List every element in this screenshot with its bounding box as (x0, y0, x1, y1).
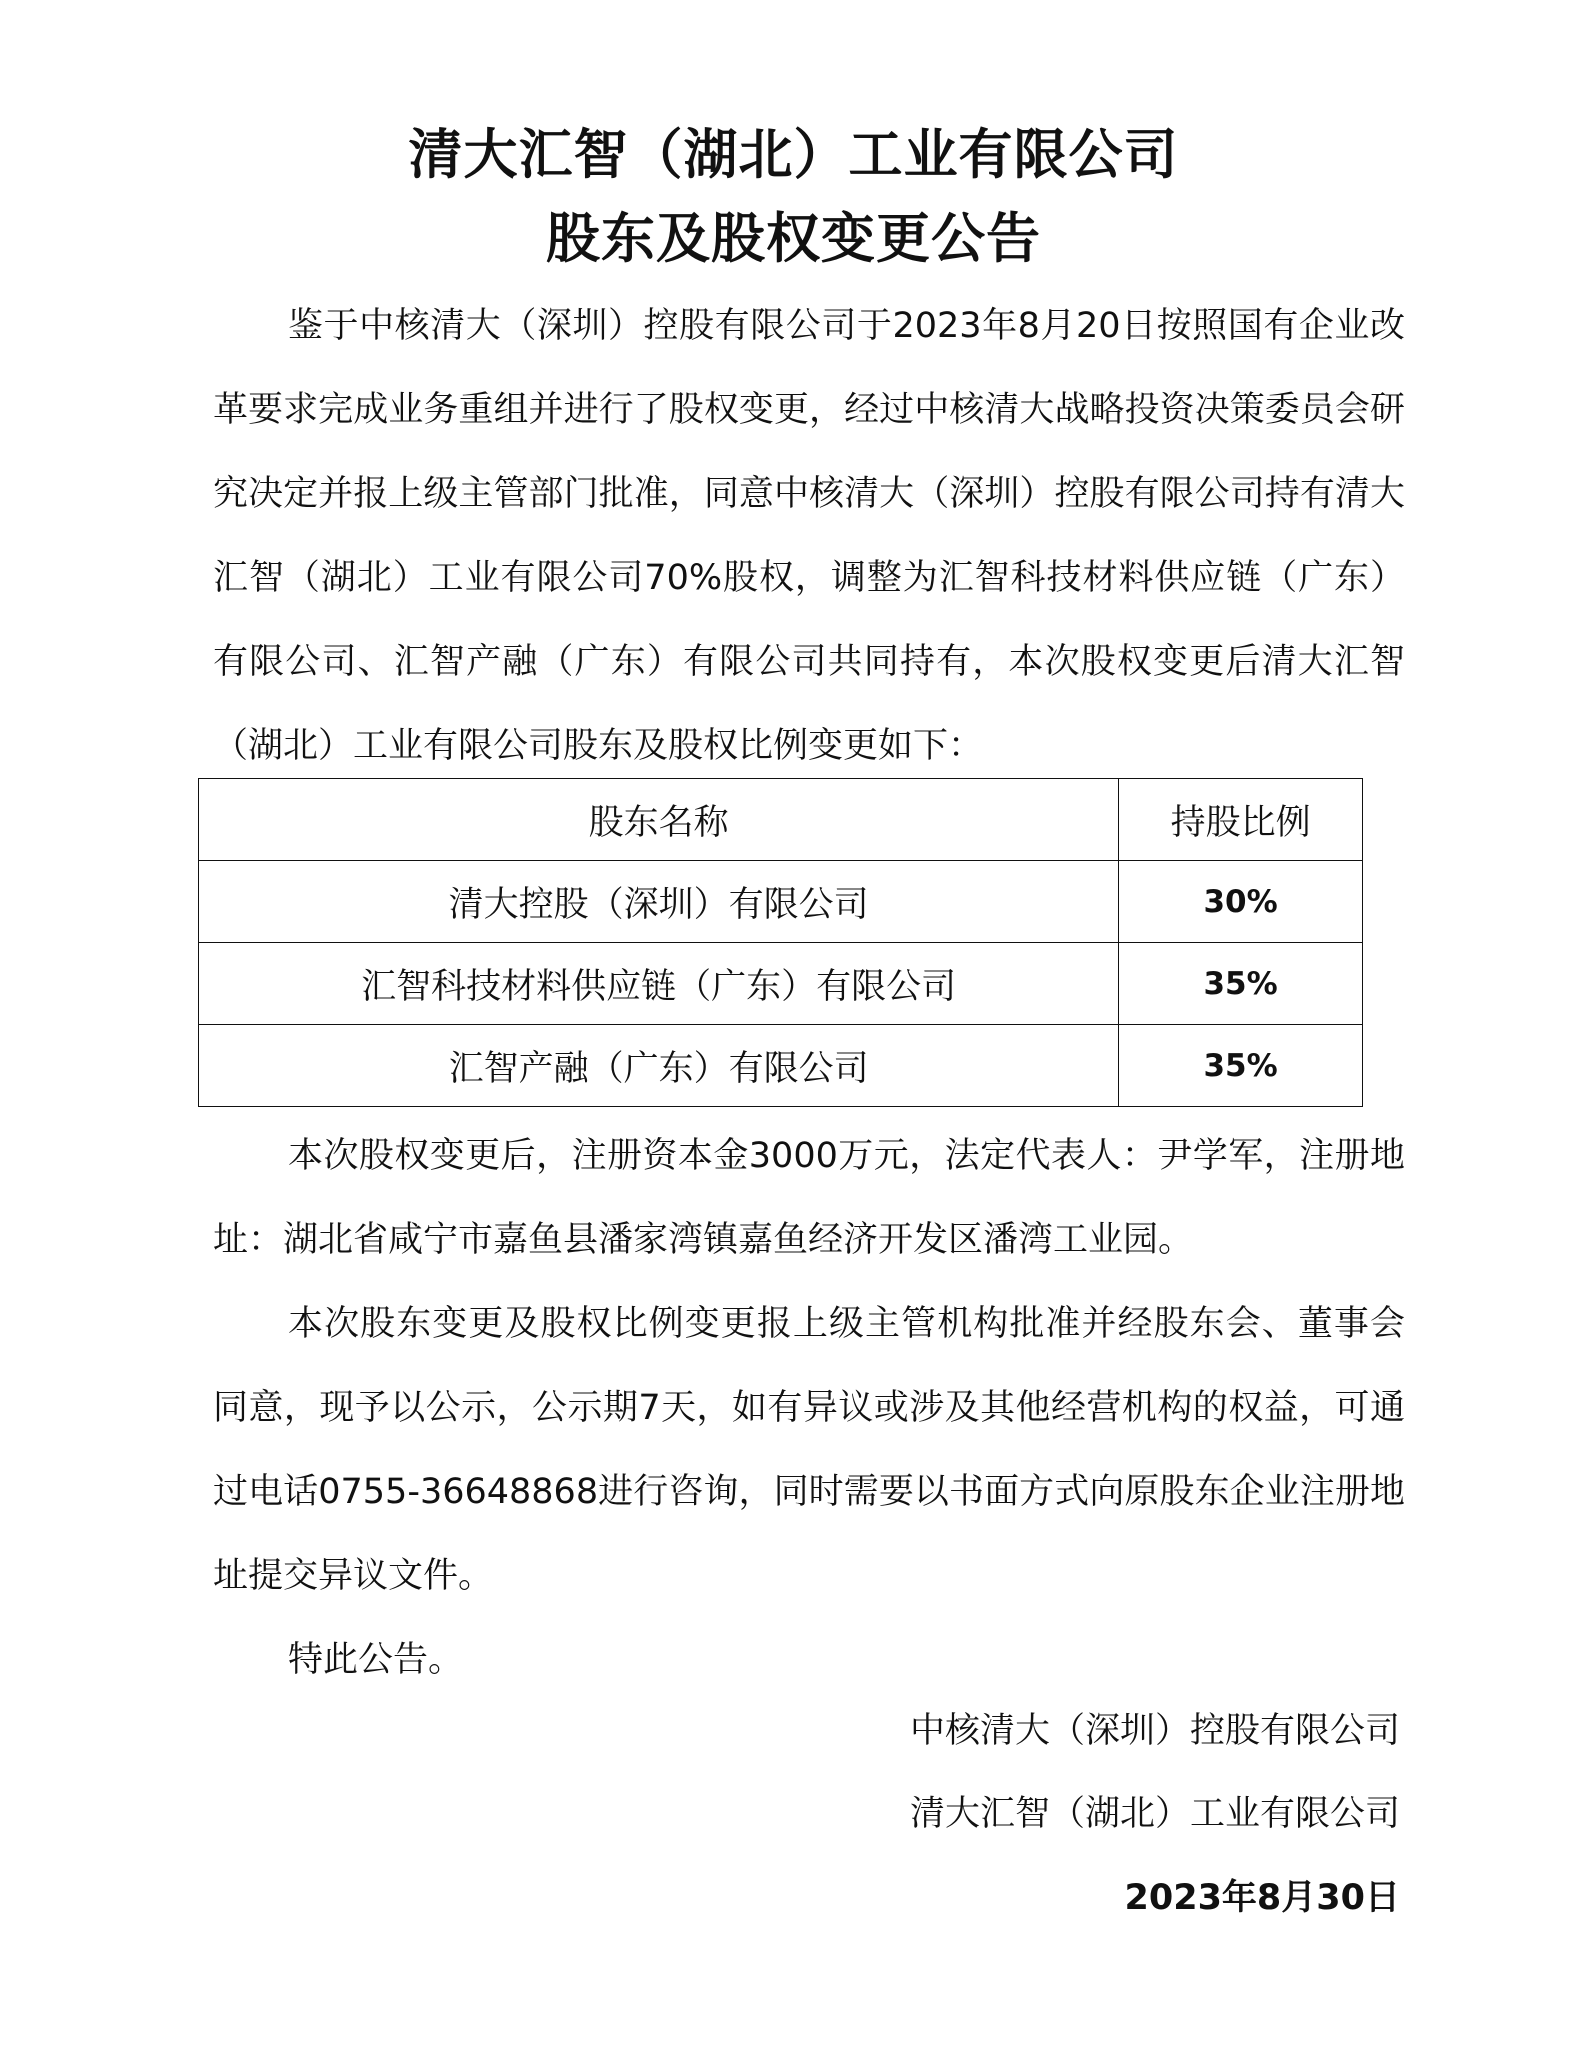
header-shareholder-name: 股东名称 (199, 779, 1119, 861)
share-ratio-cell: 35% (1119, 943, 1363, 1025)
signature-company-2: 清大汇智（湖北）工业有限公司 (909, 1794, 1400, 1834)
document-title: 清大汇智（湖北）工业有限公司 (408, 123, 1179, 186)
document-subtitle: 股东及股权变更公告 (546, 207, 1041, 270)
intro-paragraph: 鉴于中核清大（深圳）控股有限公司于2023年8月20日按照国有企业改革要求完成业务重组并进行了股权变更，经过中核清大战略投资决策委员会研究决定并报上级主管部门批准，同意中核清大（深圳）控股有限公司持有清大汇智（湖北）工业有限公司70%股权，调整为汇智科技材料供应链（广东）有限公司、汇智产融（广东）有限公司共同持有，本次股权变更后清大汇智（湖北）工业有限公司股东及股权比例变更如下： (213, 306, 1405, 766)
table-row (199, 1025, 1363, 1107)
capital-paragraph: 本次股权变更后，注册资本金3000万元，法定代表人：尹学军，注册地址：湖北省咸宁市嘉鱼县潘家湾镇嘉鱼经济开发区潘湾工业园。 (213, 1136, 1405, 1260)
signature-company-1: 中核清大（深圳）控股有限公司 (909, 1711, 1400, 1751)
table-row (199, 943, 1363, 1025)
table-row (199, 861, 1363, 943)
closing-paragraph: 特此公告。 (288, 1640, 464, 1680)
shareholder-table (198, 778, 1363, 1107)
table-header-row (199, 779, 1363, 861)
shareholder-name-cell: 清大控股（深圳）有限公司 (199, 861, 1119, 943)
shareholder-name-cell: 汇智科技材料供应链（广东）有限公司 (199, 943, 1119, 1025)
signature-date: 2023年8月30日 (1124, 1878, 1400, 1918)
share-ratio-cell: 35% (1119, 1025, 1363, 1107)
share-ratio-cell: 30% (1119, 861, 1363, 943)
publicity-paragraph: 本次股东变更及股权比例变更报上级主管机构批准并经股东会、董事会同意，现予以公示，公示期7天，如有异议或涉及其他经营机构的权益，可通过电话0755-36648868进行咨询，同时需要以书面方式向原股东企业注册地址提交异议文件。 (213, 1304, 1405, 1596)
header-share-ratio: 持股比例 (1119, 779, 1363, 861)
shareholder-name-cell: 汇智产融（广东）有限公司 (199, 1025, 1119, 1107)
